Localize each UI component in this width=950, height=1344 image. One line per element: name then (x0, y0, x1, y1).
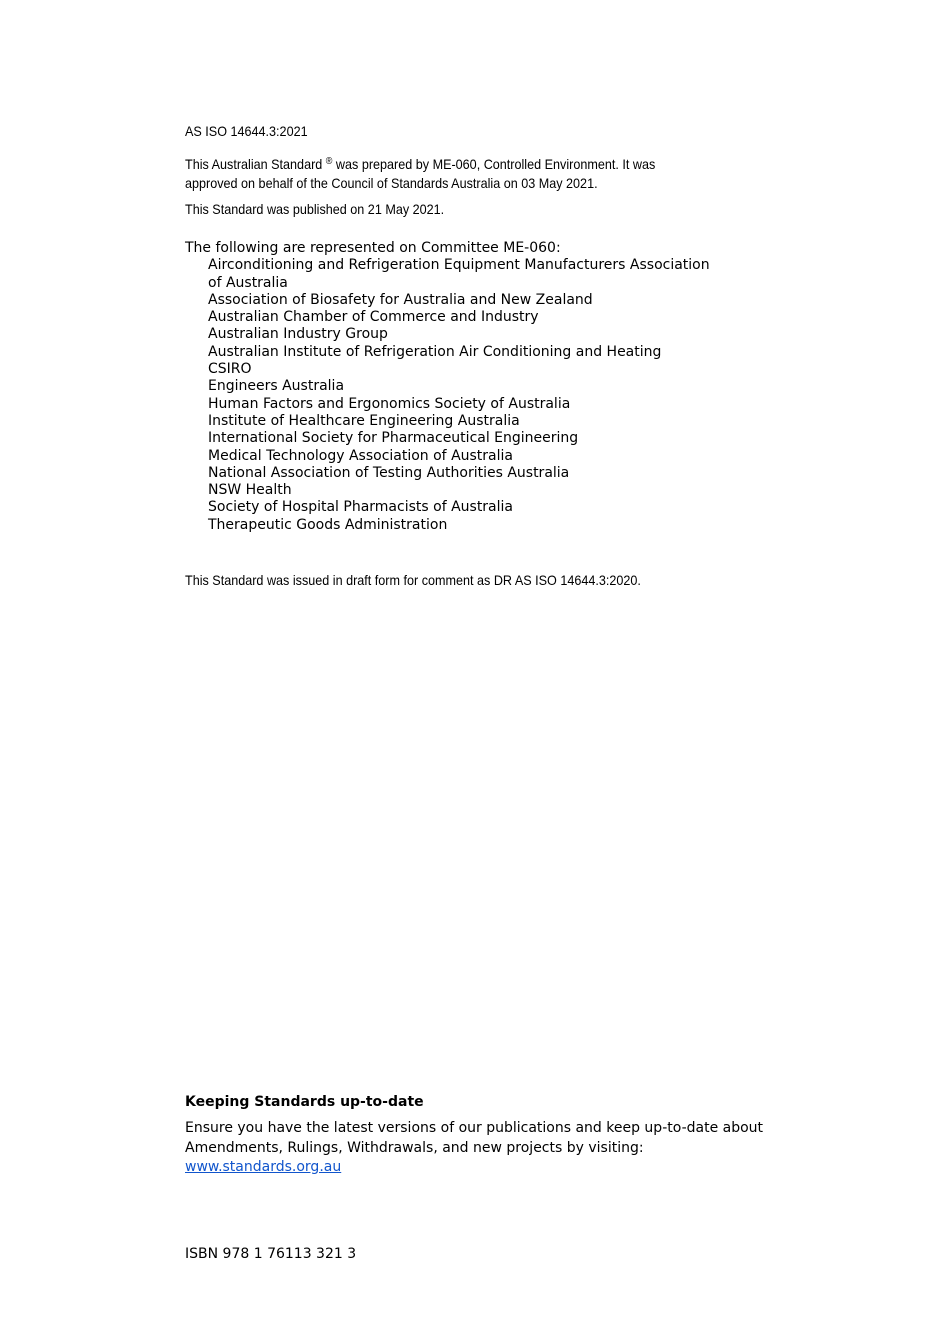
committee-member: Medical Technology Association of Australia (208, 447, 513, 464)
isbn-number: ISBN 978 1 76113 321 3 (185, 1246, 357, 1262)
committee-member: Airconditioning and Refrigeration Equipment Manufacturers Association (208, 257, 710, 274)
keeping-up-to-date-title: Keeping Standards up-to-date (185, 1094, 424, 1110)
committee-member: Engineers Australia (208, 378, 345, 395)
preparation-text-end: was prepared by ME-060, Controlled Environment. It was (332, 156, 656, 172)
registered-mark: ® (325, 156, 333, 167)
committee-heading: The following are represented on Committee ME-060: (185, 240, 561, 256)
preparation-text-start: This Australian Standard (185, 156, 323, 172)
committee-member: Society of Hospital Pharmacists of Australia (208, 499, 513, 516)
committee-member-list (185, 257, 710, 534)
standards-website-link[interactable]: www.standards.org.au (185, 1159, 342, 1175)
preparation-statement-line-1 (185, 156, 655, 172)
committee-member: Australian Institute of Refrigeration Air Conditioning and Heating (208, 343, 662, 360)
keeping-up-to-date-body (185, 1119, 763, 1178)
committee-member: NSW Health (208, 482, 292, 499)
committee-member: Association of Biosafety for Australia and New Zealand (208, 291, 593, 308)
published-note: This Standard was published on 21 May 2021. (185, 201, 445, 217)
draft-note: This Standard was issued in draft form for comment as DR AS ISO 14644.3:2020. (185, 572, 641, 588)
keeping-up-to-date-section (185, 1094, 763, 1178)
committee-member: Therapeutic Goods Administration (208, 516, 448, 533)
committee-member: Institute of Healthcare Engineering Australia (208, 412, 520, 429)
standard-number: AS ISO 14644.3:2021 (185, 123, 308, 139)
preparation-statement-line-2: approved on behalf of the Council of Standards Australia on 03 May 2021. (185, 175, 598, 191)
committee-member: of Australia (208, 274, 288, 291)
committee-member: International Society for Pharmaceutical Engineering (208, 430, 579, 447)
committee-member: National Association of Testing Authorities Australia (208, 464, 570, 481)
committee-member: CSIRO (208, 361, 252, 378)
committee-member: Australian Chamber of Commerce and Industry (208, 309, 539, 326)
committee-member: Human Factors and Ergonomics Society of Australia (208, 395, 571, 412)
keeping-body-line-1: Ensure you have the latest versions of our publications and keep up-to-date about (185, 1120, 764, 1136)
committee-section (185, 240, 710, 534)
keeping-body-line-2: Amendments, Rulings, Withdrawals, and new projects by visiting: (185, 1139, 644, 1156)
committee-member: Australian Industry Group (208, 326, 388, 343)
